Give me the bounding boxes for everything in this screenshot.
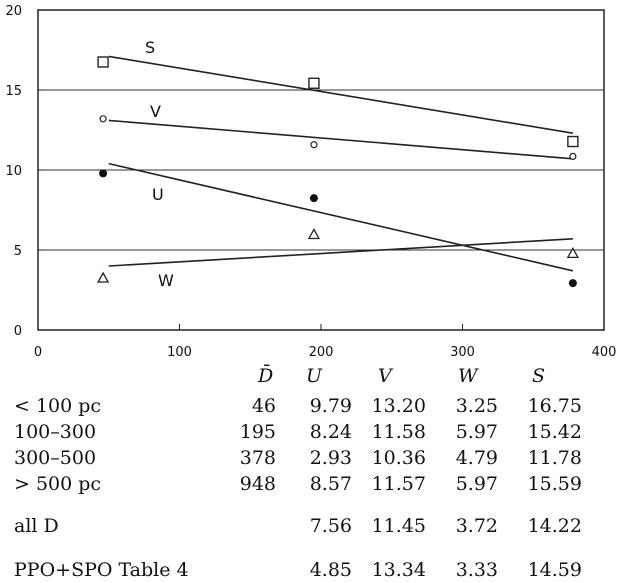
cell-v: 10.36 <box>371 447 426 469</box>
cell-dbar: 46 <box>251 395 276 417</box>
table-row <box>0 515 624 539</box>
row-label: 300–500 <box>14 447 97 469</box>
series-label-S: S <box>145 38 156 57</box>
cell-v: 13.34 <box>371 559 426 581</box>
marker-S <box>98 57 108 67</box>
marker-W <box>309 229 319 238</box>
cell-dbar: 195 <box>239 421 276 443</box>
table-row <box>0 473 624 497</box>
x-tick-label: 200 <box>308 345 334 360</box>
table-row <box>0 421 624 445</box>
fit-line-W <box>109 239 573 266</box>
y-tick-label: 0 <box>13 324 22 339</box>
cell-w: 5.97 <box>455 473 498 495</box>
axis-ticks <box>5 4 616 360</box>
cell-s: 15.42 <box>527 421 582 443</box>
cell-u: 7.56 <box>309 515 352 537</box>
marker-S <box>568 137 578 147</box>
cell-s: 15.59 <box>527 473 582 495</box>
header-s: S <box>532 365 546 387</box>
cell-w: 4.79 <box>455 447 498 469</box>
cell-u: 8.57 <box>309 473 352 495</box>
series-label-V: V <box>150 102 161 121</box>
y-tick-label: 20 <box>5 4 22 19</box>
header-v: V <box>378 365 392 387</box>
marker-W <box>98 273 108 282</box>
row-label: < 100 pc <box>14 395 102 417</box>
cell-u: 9.79 <box>309 395 352 417</box>
cell-dbar: 378 <box>239 447 276 469</box>
gridlines <box>38 90 604 250</box>
marker-U <box>310 194 318 202</box>
row-label: > 500 pc <box>14 473 102 495</box>
cell-v: 11.57 <box>371 473 426 495</box>
series-label-U: U <box>152 185 164 204</box>
x-tick-label: 0 <box>33 345 43 360</box>
table-row <box>0 447 624 471</box>
fit-line-V <box>109 120 573 158</box>
table-row <box>0 559 624 583</box>
cell-s: 14.22 <box>527 515 582 537</box>
cell-u: 2.93 <box>309 447 352 469</box>
table-header-row <box>0 365 624 389</box>
header-dbar: D̄ <box>258 365 274 387</box>
fit-line-U <box>109 164 573 271</box>
cell-v: 11.58 <box>371 421 426 443</box>
cell-u: 8.24 <box>309 421 352 443</box>
marker-V <box>100 116 106 122</box>
x-tick-label: 400 <box>591 345 617 360</box>
cell-s: 14.59 <box>527 559 582 581</box>
marker-V <box>570 153 576 159</box>
cell-w: 3.25 <box>455 395 498 417</box>
table-row <box>0 395 624 419</box>
x-tick-label: 100 <box>167 345 192 360</box>
row-label: all D <box>14 515 59 537</box>
y-tick-label: 15 <box>5 84 22 99</box>
row-label: 100–300 <box>14 421 97 443</box>
cell-w: 3.72 <box>455 515 498 537</box>
fit-lines <box>109 56 573 270</box>
series-labels <box>145 38 174 290</box>
cell-v: 13.20 <box>371 395 426 417</box>
y-tick-label: 10 <box>5 164 22 179</box>
fit-line-S <box>109 56 573 133</box>
marker-U <box>569 279 577 287</box>
cell-w: 5.97 <box>455 421 498 443</box>
row-label: PPO+SPO Table 4 <box>14 559 189 581</box>
header-w: W <box>458 365 478 387</box>
marker-V <box>311 142 317 148</box>
marker-S <box>309 78 319 88</box>
header-u: U <box>306 365 323 387</box>
cell-v: 11.45 <box>371 515 426 537</box>
cell-dbar: 948 <box>239 473 276 495</box>
marker-U <box>99 169 107 177</box>
x-tick-label: 300 <box>450 345 475 360</box>
cell-s: 16.75 <box>527 395 582 417</box>
cell-u: 4.85 <box>309 559 352 581</box>
series-label-W: W <box>158 271 174 290</box>
cell-s: 11.78 <box>527 447 582 469</box>
cell-w: 3.33 <box>455 559 498 581</box>
y-tick-label: 5 <box>13 244 22 259</box>
